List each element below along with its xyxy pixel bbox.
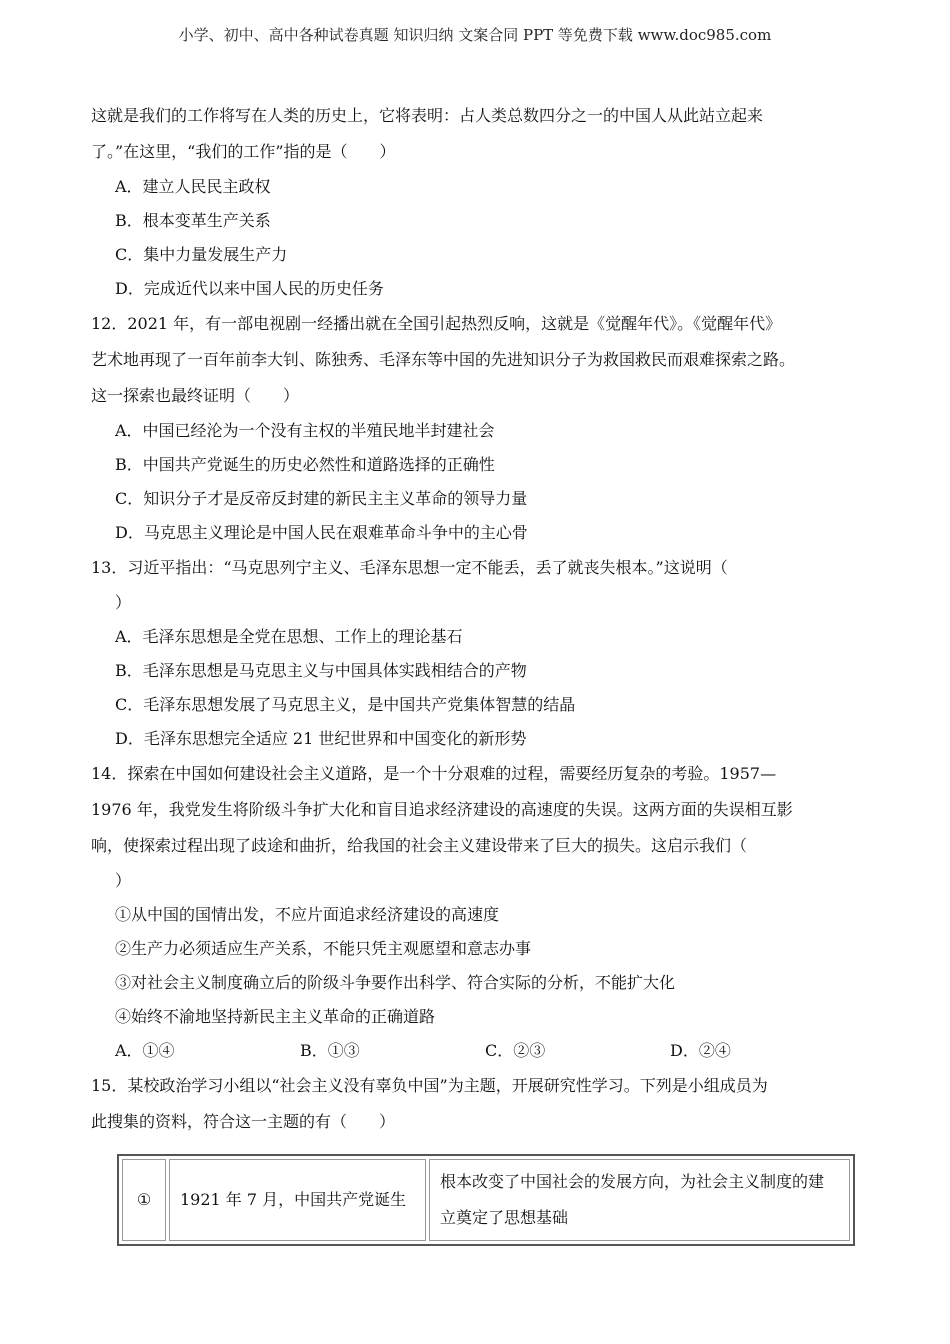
q14-stem-line-1: 14．探索在中国如何建设社会主义道路，是一个十分艰难的过程，需要经历复杂的考验。1957— <box>91 764 777 783</box>
q11-option-c: C．集中力量发展生产力 <box>115 245 288 264</box>
q14-statement-1: ①从中国的国情出发，不应片面追求经济建设的高速度 <box>115 905 500 924</box>
q15-stem-line-2: 此搜集的资料，符合这一主题的有（ ） <box>91 1112 396 1131</box>
q14-option-d: D．②④ <box>670 1041 731 1060</box>
q11-option-d: D．完成近代以来中国人民的历史任务 <box>115 279 384 298</box>
q14-stem-line-3: 响，使探索过程出现了歧途和曲折，给我国的社会主义建设带来了巨大的损失。这启示我们（ <box>91 836 748 855</box>
q12-stem-line-2: 艺术地再现了一百年前李大钊、陈独秀、毛泽东等中国的先进知识分子为救国救民而艰难探索之路。 <box>91 350 796 369</box>
q13-stem-line-2: ） <box>115 593 132 612</box>
q14-stem-line-4: ） <box>115 871 132 890</box>
q12-option-a: A．中国已经沦为一个没有主权的半殖民地半封建社会 <box>115 421 495 440</box>
q12-option-b: B．中国共产党诞生的历史必然性和道路选择的正确性 <box>115 455 495 474</box>
q13-option-b: B．毛泽东思想是马克思主义与中国具体实践相结合的产物 <box>115 661 527 680</box>
q12-option-d: D．马克思主义理论是中国人民在艰难革命斗争中的主心骨 <box>115 523 528 542</box>
q11-option-b: B．根本变革生产关系 <box>115 211 271 230</box>
q14-option-c: C．②③ <box>485 1041 546 1060</box>
q15-row-number: ① <box>122 1159 166 1241</box>
q13-option-a: A．毛泽东思想是全党在思想、工作上的理论基石 <box>115 627 463 646</box>
q15-stem-line-1: 15．某校政治学习小组以“社会主义没有辜负中国”为主题，开展研究性学习。下列是小组成员为 <box>91 1076 768 1095</box>
q14-statement-3: ③对社会主义制度确立后的阶级斗争要作出科学、符合实际的分析，不能扩大化 <box>115 973 676 992</box>
document-body <box>91 98 861 1140</box>
q15-meaning-line-2: 立奠定了思想基础 <box>440 1208 569 1227</box>
q11-stem-line-2: 了。”在这里，“我们的工作”指的是（ ） <box>91 142 396 161</box>
q14-statement-4: ④始终不渝地坚持新民主主义革命的正确道路 <box>115 1007 436 1026</box>
q15-table <box>117 1154 855 1246</box>
q14-option-b: B．①③ <box>300 1041 360 1060</box>
q15-row-meaning <box>429 1159 850 1241</box>
q12-option-c: C．知识分子才是反帝反封建的新民主主义革命的领导力量 <box>115 489 528 508</box>
q13-option-d: D．毛泽东思想完全适应 21 世纪世界和中国变化的新形势 <box>115 729 527 748</box>
q14-statement-2: ②生产力必须适应生产关系，不能只凭主观愿望和意志办事 <box>115 939 532 958</box>
q15-row-event: 1921 年 7 月，中国共产党诞生 <box>169 1159 426 1241</box>
q11-option-a: A．建立人民民主政权 <box>115 177 271 196</box>
q12-stem-line-3: 这一探索也最终证明（ ） <box>91 386 300 405</box>
q13-option-c: C．毛泽东思想发展了马克思主义，是中国共产党集体智慧的结晶 <box>115 695 576 714</box>
q11-stem-line-1: 这就是我们的工作将写在人类的历史上，它将表明：占人类总数四分之一的中国人从此站立起来 <box>91 106 764 125</box>
q14-option-a: A．①④ <box>115 1041 175 1060</box>
table-row <box>122 1159 850 1241</box>
q15-meaning-line-1: 根本改变了中国社会的发展方向，为社会主义制度的建 <box>440 1172 825 1191</box>
q14-options <box>91 1034 861 1068</box>
q12-stem-line-1: 12．2021 年，有一部电视剧一经播出就在全国引起热烈反响，这就是《觉醒年代》。《觉醒年代》 <box>91 314 782 333</box>
page-header: 小学、初中、高中各种试卷真题 知识归纳 文案合同 PPT 等免费下载 www.doc985.com <box>178 26 772 44</box>
q14-stem-line-2: 1976 年，我党发生将阶级斗争扩大化和盲目追求经济建设的高速度的失误。这两方面的失误相互影 <box>91 800 793 819</box>
q13-stem-line-1: 13．习近平指出：“马克思列宁主义、毛泽东思想一定不能丢，丢了就丧失根本。”这说明（ <box>91 558 728 577</box>
